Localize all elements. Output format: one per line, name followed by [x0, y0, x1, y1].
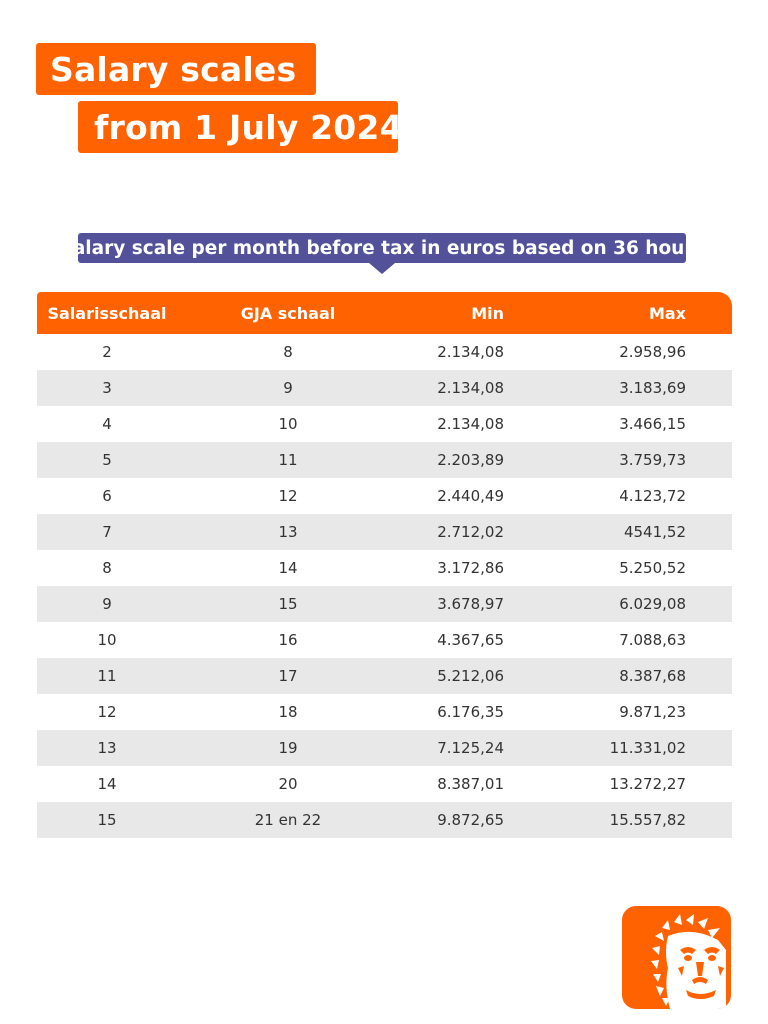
cell-salarisschaal: 14 — [97, 775, 117, 793]
cell-gja-schaal: 9 — [283, 379, 293, 397]
table-row — [37, 406, 732, 442]
cell-min: 5.212,06 — [437, 667, 504, 685]
table-row — [37, 550, 732, 586]
cell-max: 6.029,08 — [619, 595, 686, 613]
table-row — [37, 514, 732, 550]
cell-max: 9.871,23 — [619, 703, 686, 721]
cell-gja-schaal: 21 en 22 — [254, 811, 322, 829]
title-line-2 — [78, 101, 403, 153]
cell-min: 3.172,86 — [437, 559, 504, 577]
table-row — [37, 370, 732, 406]
table-row — [37, 478, 732, 514]
cell-salarisschaal: 7 — [102, 523, 112, 541]
cell-salarisschaal: 4 — [102, 415, 112, 433]
cell-salarisschaal: 5 — [102, 451, 112, 469]
cell-min: 2.712,02 — [437, 523, 504, 541]
title-line-1 — [36, 43, 316, 95]
cell-min: 7.125,24 — [437, 739, 504, 757]
table-row — [37, 658, 732, 694]
cell-gja-schaal: 11 — [278, 451, 298, 469]
header-min: Min — [471, 303, 504, 323]
subtitle-banner — [59, 233, 705, 263]
cell-salarisschaal: 3 — [102, 379, 112, 397]
cell-salarisschaal: 6 — [102, 487, 112, 505]
cell-max: 4541,52 — [623, 523, 686, 541]
table-row — [37, 622, 732, 658]
cell-gja-schaal: 20 — [278, 775, 298, 793]
cell-gja-schaal: 10 — [278, 415, 298, 433]
cell-min: 2.134,08 — [437, 415, 504, 433]
table-row — [37, 442, 732, 478]
cell-salarisschaal: 11 — [97, 667, 117, 685]
cell-max: 11.331,02 — [609, 739, 686, 757]
cell-max: 3.759,73 — [619, 451, 686, 469]
header-max: Max — [648, 303, 686, 323]
cell-min: 3.678,97 — [437, 595, 504, 613]
subtitle-text: Salary scale per month before tax in euros based on 36 hours — [59, 237, 705, 259]
cell-min: 6.176,35 — [437, 703, 504, 721]
table-row — [37, 730, 732, 766]
cell-max: 3.183,69 — [619, 379, 686, 397]
cell-max: 15.557,82 — [609, 811, 686, 829]
cell-salarisschaal: 10 — [97, 631, 117, 649]
cell-max: 13.272,27 — [609, 775, 686, 793]
cell-salarisschaal: 9 — [102, 595, 112, 613]
cell-max: 2.958,96 — [619, 343, 686, 361]
cell-min: 4.367,65 — [437, 631, 504, 649]
cell-salarisschaal: 8 — [102, 559, 112, 577]
header-salarisschaal: Salarisschaal — [47, 303, 167, 323]
cell-min: 8.387,01 — [437, 775, 504, 793]
cell-salarisschaal: 13 — [97, 739, 117, 757]
cell-max: 4.123,72 — [619, 487, 686, 505]
cell-gja-schaal: 17 — [278, 667, 298, 685]
table-body — [37, 334, 732, 838]
cell-salarisschaal: 12 — [97, 703, 117, 721]
cell-gja-schaal: 8 — [283, 343, 293, 361]
cell-gja-schaal: 12 — [278, 487, 298, 505]
table-row — [37, 766, 732, 802]
cell-min: 2.134,08 — [437, 379, 504, 397]
cell-gja-schaal: 14 — [278, 559, 298, 577]
cell-gja-schaal: 13 — [278, 523, 298, 541]
cell-min: 2.134,08 — [437, 343, 504, 361]
cell-max: 3.466,15 — [619, 415, 686, 433]
title-line-1-text: Salary scales — [50, 49, 297, 89]
ing-logo — [622, 906, 731, 1009]
cell-salarisschaal: 2 — [102, 343, 112, 361]
cell-min: 9.872,65 — [437, 811, 504, 829]
cell-gja-schaal: 19 — [278, 739, 298, 757]
table-header — [37, 292, 732, 334]
cell-gja-schaal: 18 — [278, 703, 298, 721]
cell-max: 8.387,68 — [619, 667, 686, 685]
cell-salarisschaal: 15 — [97, 811, 117, 829]
title-line-2-text: from 1 July 2024 — [94, 107, 403, 147]
lion-icon — [622, 906, 731, 1009]
table-row — [37, 694, 732, 730]
cell-max: 5.250,52 — [619, 559, 686, 577]
table-row — [37, 334, 732, 370]
cell-gja-schaal: 16 — [278, 631, 298, 649]
table-row — [37, 802, 732, 838]
cell-gja-schaal: 15 — [278, 595, 298, 613]
header-gja-schaal: GJA schaal — [240, 303, 336, 323]
salary-table — [37, 292, 732, 838]
subtitle-pointer — [369, 263, 395, 274]
table-row — [37, 586, 732, 622]
cell-min: 2.440,49 — [437, 487, 504, 505]
cell-max: 7.088,63 — [619, 631, 686, 649]
cell-min: 2.203,89 — [437, 451, 504, 469]
